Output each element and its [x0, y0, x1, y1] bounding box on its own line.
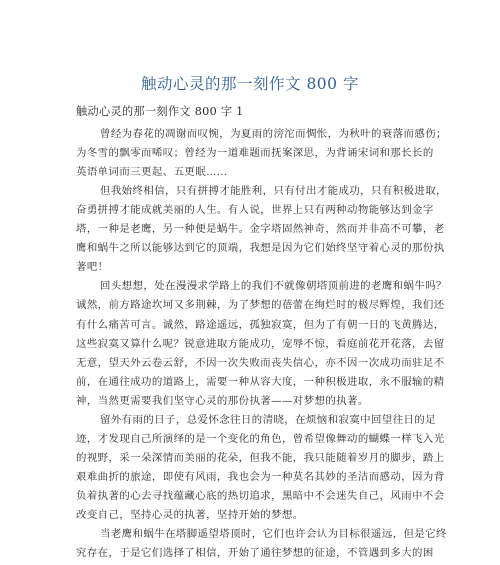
paragraph-line: 诚然，前方路途坎坷又多荆棘，为了梦想的蓓蕾在绚烂时的极尽辉煌，我们还 — [76, 299, 445, 312]
paragraph-line: 奋勇拼搏才能成就美丽的人生。有人说，世界上只有两种动物能够达到金字 — [76, 204, 434, 217]
paragraph-line: 的视野，采一朵深情而美丽的花朵，但我不能，我只能随着岁月的脚步，踏上 — [76, 451, 445, 464]
document-title: 触动心灵的那一刻作文 800 字 — [141, 75, 359, 93]
paragraph-line: 改变自己，坚持心灵的执著，坚持开始的梦想。 — [76, 508, 304, 521]
paragraph-line: 塔，一种是老鹰，另一种便是蜗牛。金字塔固然神奇，然而并非高不可攀，老 — [76, 223, 445, 236]
paragraph-line: 负着执著的心去寻找蕴藏心底的热切追求，黑暗中不会迷失自己，风雨中不会 — [76, 489, 445, 502]
paragraph-line: 为冬雪的飘零而唏叹；曾经为一道难题而抚案深思，为背诵宋词和那长长的 — [76, 147, 434, 159]
paragraph-line: 神，当然更需要我们坚守心灵的那份执著——对梦想的执著。 — [76, 394, 369, 407]
paragraph-line: 这些寂寞又算什么呢？锐意进取方能成功，宠辱不惊，看庭前花开花落，去留 — [76, 337, 445, 350]
paragraph-line: 英语单词而三更起、五更眠…… — [76, 166, 228, 179]
paragraph-line: 留外有雨的日子，总爱怀念往日的清晓，在烦恼和寂寞中回望往日的足 — [100, 413, 437, 426]
section-heading: 触动心灵的那一刻作文 800 字 1 — [76, 105, 244, 118]
paragraph-line: 曾经为春花的凋谢而叹惋，为夏雨的滂沱而惆怅，为秋叶的衰落而感伤； — [100, 128, 447, 140]
paragraph-line: 无意，望天外云卷云舒，不因一次失败而丧失信心，亦不因一次成功而驻足不 — [76, 356, 445, 369]
paragraph-line: 迹，才发现自己所演绎的是一个变化的角色，曾希望像舞动的蝴蝶一样飞入光 — [76, 432, 445, 445]
paragraph-line: 前，在通往成功的道路上，需要一种从容大度，一种积极进取，永不服输的精 — [76, 375, 445, 388]
paragraph-line: 有什么痛苦可言。诚然，路途遥远，孤独寂寞，但为了有朝一日的飞黄腾达， — [76, 318, 445, 331]
paragraph-line: 但我始终相信，只有拼搏才能胜利，只有付出才能成功，只有积极进取， — [100, 185, 447, 198]
paragraph-line: 回头想想，处在漫漫求学路上的我们不就像朝塔顶前进的老鹰和蜗牛吗？ — [100, 280, 447, 293]
paragraph-line: 著吧！ — [76, 261, 109, 274]
paragraph-line: 究存在，于是它们选择了相信，开始了通往梦想的征途，不管遇到多大的困 — [76, 547, 434, 559]
paragraph-line: 艰难曲折的旅途，即使有风雨，我也会为一种莫名其妙的圣洁而感动，因为背 — [76, 470, 445, 483]
paragraph-line: 当老鹰和蜗牛在塔脚遥望塔顶时，它们也许会认为目标很遥远，但是它终 — [100, 528, 447, 540]
paragraph-line: 鹰和蜗牛之所以能够达到它的顶端，我想是因为它们始终坚守着心灵的那份执 — [76, 242, 445, 255]
